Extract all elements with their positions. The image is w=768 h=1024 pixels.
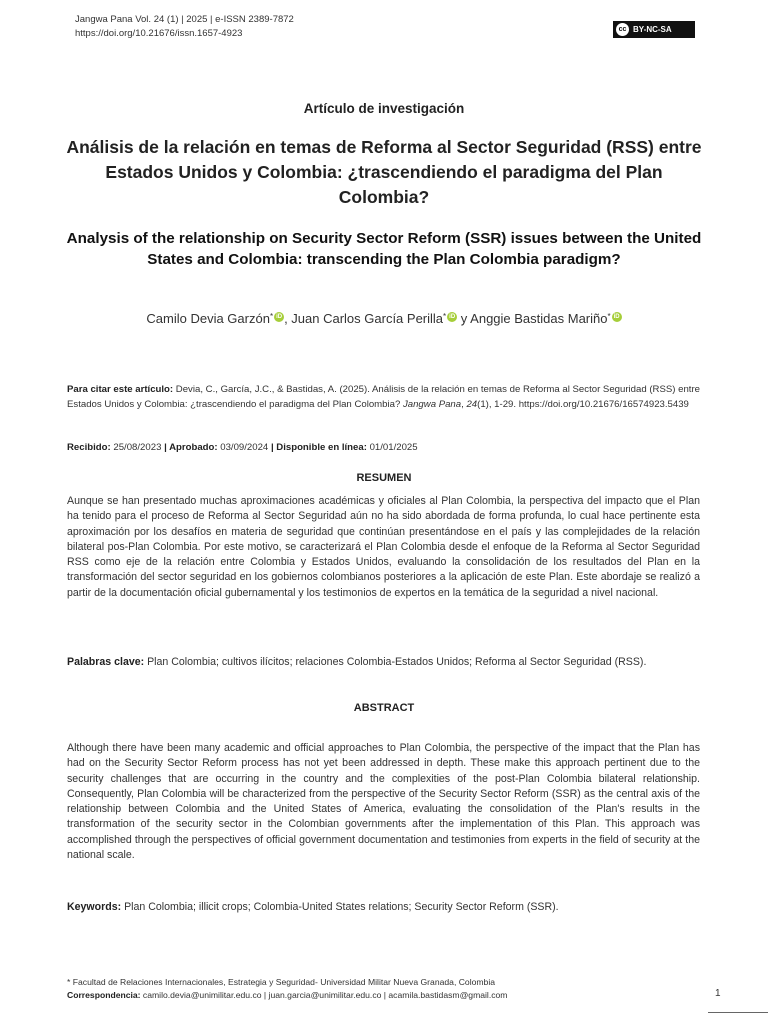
citation-block	[67, 383, 700, 412]
orcid-icon[interactable]: iD	[449, 314, 456, 320]
citation-label: Para citar este artículo:	[67, 384, 174, 395]
affiliation-mark: *	[67, 977, 71, 987]
correspondence-note	[67, 989, 507, 1002]
journal-header	[75, 13, 294, 41]
palabras-clave-label: Palabras clave:	[67, 656, 145, 668]
citation-separator: ,	[461, 398, 467, 410]
palabras-clave	[67, 655, 700, 670]
received-label: Recibido:	[67, 442, 111, 453]
abstract-heading: ABSTRACT	[353, 702, 415, 714]
citation-journal: Jangwa Pana	[402, 398, 462, 410]
page-number: 1	[715, 988, 721, 999]
publication-dates	[67, 441, 700, 456]
resumen-text: Aunque se han presentado muchas aproximaciones académicas y oficiales al Plan Colombia, la perspectiva del impacto que el Plan ha tenido para el proceso de Reforma al Sector Seguridad aún no ha sido abordada de forma profunda, lo cual hace pertinente esta aproximación por los desafíos en materia de seguridad que continúan presentándose en el país y las complejidades de la relación bilateral pos-Plan Colombia. Por este motivo, se caracterizará el Plan Colombia desde el enfoque de la Reforma al Sector Seguridad RSS como eje de la relación entre Colombia y Estados Unidos, evaluando la consolidación de los resultados del Plan en la transformación del sector seguridad en los gobiernos colombianos posteriores a la aplicación de este Plan. Este abordaje se realizó a partir de la documentación oficial gubernamental y los testimonios de expertos en la temática de la seguridad a nivel nacional.	[67, 495, 700, 599]
title-spanish: Análisis de la relación en temas de Reforma al Sector Seguridad (RSS) entre Estados Unidos y Colombia: ¿trascendiendo el paradigma del Plan Colombia?	[66, 137, 702, 207]
author-separator: y	[457, 311, 471, 326]
author-name: Camilo Devia Garzón	[146, 311, 270, 326]
approved-date: 03/09/2024	[217, 442, 271, 453]
correspondence-label: Correspondencia:	[67, 990, 141, 1000]
received-date: 25/08/2023	[110, 442, 165, 453]
author-list	[0, 311, 768, 326]
keywords-label: Keywords:	[67, 901, 122, 913]
affiliation-text: Facultad de Relaciones Internacionales, Estrategia y Seguridad- Universidad Militar Nueva Granada, Colombia	[70, 977, 496, 987]
license-label: BY-NC-SA	[633, 25, 672, 34]
affiliation-mark: *	[443, 312, 447, 321]
creative-commons-icon: cc	[616, 23, 629, 36]
footnote	[67, 976, 507, 1002]
abstract-text: Although there have been many academic and official approaches to Plan Colombia, the perspective of the impact that the Plan has had on the Security Sector Reform process has not yet been addressed in depth. These make this approach pertinent due to the security challenges that are occurring in the country and the complexities of the post-Plan Colombia bilateral relationship. Consequently, Plan Colombia will be characterized from the perspective of the Security Sector Reform (SSR) as the central axis of the relationship between Colombia and the United States of America, evaluating the consolidation of the Plan's results in the transformation of the security sector in the Colombian governments after the implementation of this Plan. This approach was accomplished through the perspectives of official government documentation and testimonies from experts in the field of security at the national scale.	[67, 742, 700, 862]
title-english: Analysis of the relationship on Security Sector Reform (SSR) issues between the United States and Colombia: transcending the Plan Colombia paradigm?	[66, 230, 702, 268]
affiliation-mark: *	[607, 312, 611, 321]
keywords-text: Plan Colombia; illicit crops; Colombia-United States relations; Security Sector Reform (SSR).	[121, 901, 559, 913]
available-label: | Disponible en línea:	[270, 442, 367, 453]
orcid-icon[interactable]: iD	[613, 314, 620, 320]
available-date: 01/01/2025	[366, 442, 418, 453]
author-separator: ,	[284, 311, 292, 326]
citation-doi[interactable]: (1), 1-29. https://doi.org/10.21676/16574923.5439	[477, 398, 689, 410]
journal-volume-line: Jangwa Pana Vol. 24 (1) | 2025 | e-ISSN 2389-7872	[75, 14, 294, 25]
affiliation-note	[67, 976, 507, 989]
palabras-clave-text: Plan Colombia; cultivos ilícitos; relaciones Colombia-Estados Unidos; Reforma al Sector Seguridad (RSS).	[144, 656, 647, 668]
resumen-heading: RESUMEN	[356, 472, 412, 484]
author-name: Anggie Bastidas Mariño	[470, 311, 608, 326]
page-rule	[708, 1012, 768, 1013]
citation-text: Devia, C., García, J.C., & Bastidas, A. (2025). Análisis de la relación en temas de Reforma al Sector Seguridad (RSS) entre Estados Unidos y Colombia: ¿trascendiendo el paradigma del Plan Colombia?	[67, 384, 700, 410]
citation-volume: 24	[466, 398, 478, 410]
article-type: Artículo de investigación	[303, 101, 465, 116]
affiliation-mark: *	[269, 312, 274, 321]
approved-label: | Aprobado:	[164, 442, 218, 453]
author-name: Juan Carlos García Perilla	[291, 311, 444, 326]
orcid-icon[interactable]: iD	[276, 314, 283, 320]
correspondence-emails[interactable]: camilo.devia@unimilitar.edu.co | juan.garcia@unimilitar.edu.co | acamila.bastidasm@gmail.com	[140, 990, 508, 1000]
keywords	[67, 900, 700, 915]
journal-doi-line[interactable]: https://doi.org/10.21676/issn.1657-4923	[75, 28, 243, 39]
license-badge[interactable]	[613, 21, 695, 38]
